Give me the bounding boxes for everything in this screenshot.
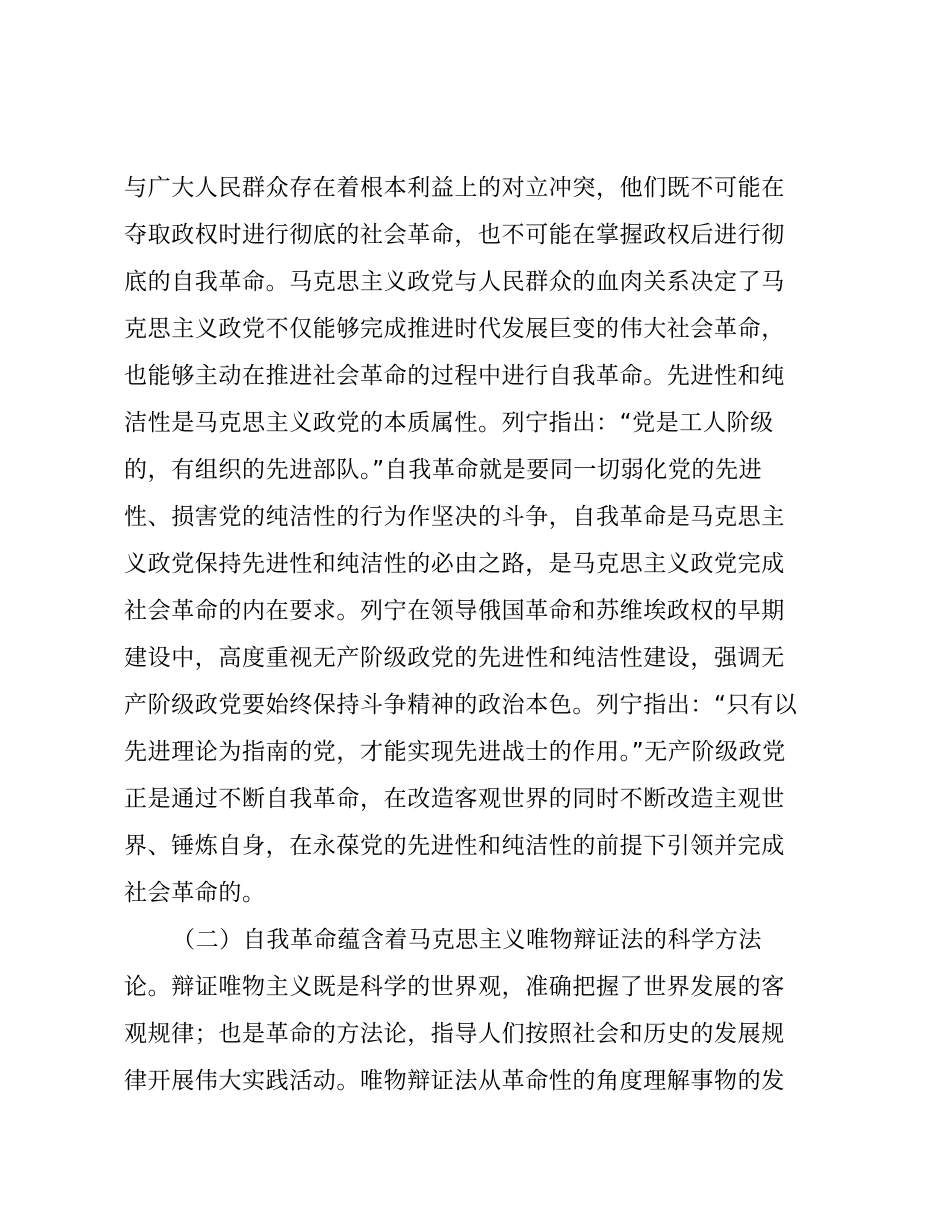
- body-text: [124, 165, 836, 1105]
- text-line: 性、损害党的纯洁性的行为作坚决的斗争，自我革命是马克思主: [124, 504, 785, 530]
- text-line: 律开展伟大实践活动。唯物辩证法从革命性的角度理解事物的发: [124, 1068, 785, 1094]
- text-line: 底的自我革命。马克思主义政党与人民群众的血肉关系决定了马: [124, 269, 785, 295]
- section-heading-line: （二）自我革命蕴含着马克思主义唯物辩证法的科学方法: [172, 927, 762, 953]
- text-line: 与广大人民群众存在着根本利益上的对立冲突，他们既不可能在: [124, 175, 785, 201]
- text-line: 观规律；也是革命的方法论，指导人们按照社会和历史的发展规: [124, 1021, 785, 1047]
- text-line: 界、锤炼自身，在永葆党的先进性和纯洁性的前提下引领并完成: [124, 833, 785, 859]
- text-line: 产阶级政党要始终保持斗争精神的政治本色。列宁指出：“只有以: [124, 692, 798, 718]
- text-line: 社会革命的内在要求。列宁在领导俄国革命和苏维埃政权的早期: [124, 598, 785, 624]
- text-line: 建设中，高度重视无产阶级政党的先进性和纯洁性建设，强调无: [124, 645, 785, 671]
- text-line: 夺取政权时进行彻底的社会革命，也不可能在掌握政权后进行彻: [124, 222, 785, 248]
- text-line: 的，有组织的先进部队。”自我革命就是要同一切弱化党的先进: [124, 457, 763, 483]
- text-line: 克思主义政党不仅能够完成推进时代发展巨变的伟大社会革命，: [124, 316, 785, 342]
- text-line: 先进理论为指南的党，才能实现先进战士的作用。”无产阶级政党: [124, 739, 786, 765]
- text-line: 社会革命的。: [124, 880, 266, 906]
- text-line: 正是通过不断自我革命，在改造客观世界的同时不断改造主观世: [124, 786, 785, 812]
- text-line: 论。辩证唯物主义既是科学的世界观，准确把握了世界发展的客: [124, 974, 785, 1000]
- text-line: 洁性是马克思主义政党的本质属性。列宁指出：“党是工人阶级: [124, 410, 774, 436]
- text-line: 义政党保持先进性和纯洁性的必由之路，是马克思主义政党完成: [124, 551, 785, 577]
- text-line: 也能够主动在推进社会革命的过程中进行自我革命。先进性和纯: [124, 363, 785, 389]
